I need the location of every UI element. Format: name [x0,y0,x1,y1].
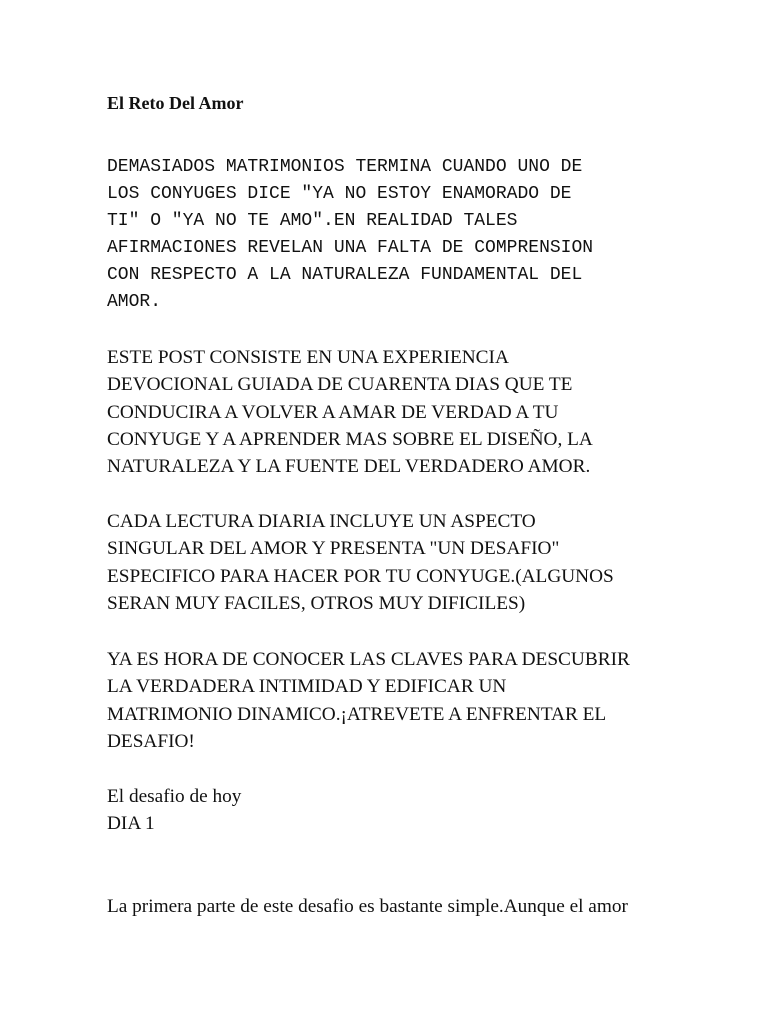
intro-line: TI" O "YA NO TE AMO".EN REALIDAD TALES [107,211,518,231]
description-line: CONDUCIRA A VOLVER A AMAR DE VERDAD A TU [107,401,559,423]
description-paragraph [107,344,727,480]
call-to-action-line: DESAFIO! [107,730,195,752]
challenge-body [107,893,727,920]
description-line: NATURALEZA Y LA FUENTE DEL VERDADERO AMOR. [107,456,591,478]
challenge-header [107,783,727,838]
day-label: DIA 1 [107,813,155,835]
daily-reading-line: CADA LECTURA DIARIA INCLUYE UN ASPECTO [107,511,536,532]
call-to-action-line: MATRIMONIO DINAMICO.¡ATREVETE A ENFRENTAR EL [107,703,607,725]
daily-reading-line: SERAN MUY FACILES, OTROS MUY DIFICILES) [107,592,526,614]
call-to-action-line: LA VERDADERA INTIMIDAD Y EDIFICAR UN [107,676,507,698]
daily-reading-line: SINGULAR DEL AMOR Y PRESENTA "UN DESAFIO" [107,538,560,560]
intro-paragraph [107,154,707,316]
daily-reading-line: ESPECIFICO PARA HACER POR TU CONYUGE.(ALGUNOS [107,565,614,587]
document-title: El Reto Del Amor [107,93,244,113]
challenge-heading: El desafio de hoy [107,786,242,807]
description-line: DEVOCIONAL GUIADA DE CUARENTA DIAS QUE TE [107,374,573,396]
call-to-action-line: YA ES HORA DE CONOCER LAS CLAVES PARA DESCUBRIR [107,649,630,670]
intro-line: CON RESPECTO A LA NATURALEZA FUNDAMENTAL DEL [107,265,583,285]
intro-line: LOS CONYUGES DICE "YA NO ESTOY ENAMORADO DE [107,184,572,204]
daily-reading-paragraph [107,508,727,617]
intro-line: DEMASIADOS MATRIMONIOS TERMINA CUANDO UNO DE [107,157,583,177]
intro-line: AFIRMACIONES REVELAN UNA FALTA DE COMPRENSION [107,238,594,258]
call-to-action-paragraph [107,646,727,755]
description-line: ESTE POST CONSISTE EN UNA EXPERIENCIA [107,347,509,368]
intro-line: AMOR. [107,292,162,312]
description-line: CONYUGE Y A APRENDER MAS SOBRE EL DISEÑO, LA [107,428,593,450]
closing-line: La primera parte de este desafio es bastante simple.Aunque el amor [107,896,628,917]
